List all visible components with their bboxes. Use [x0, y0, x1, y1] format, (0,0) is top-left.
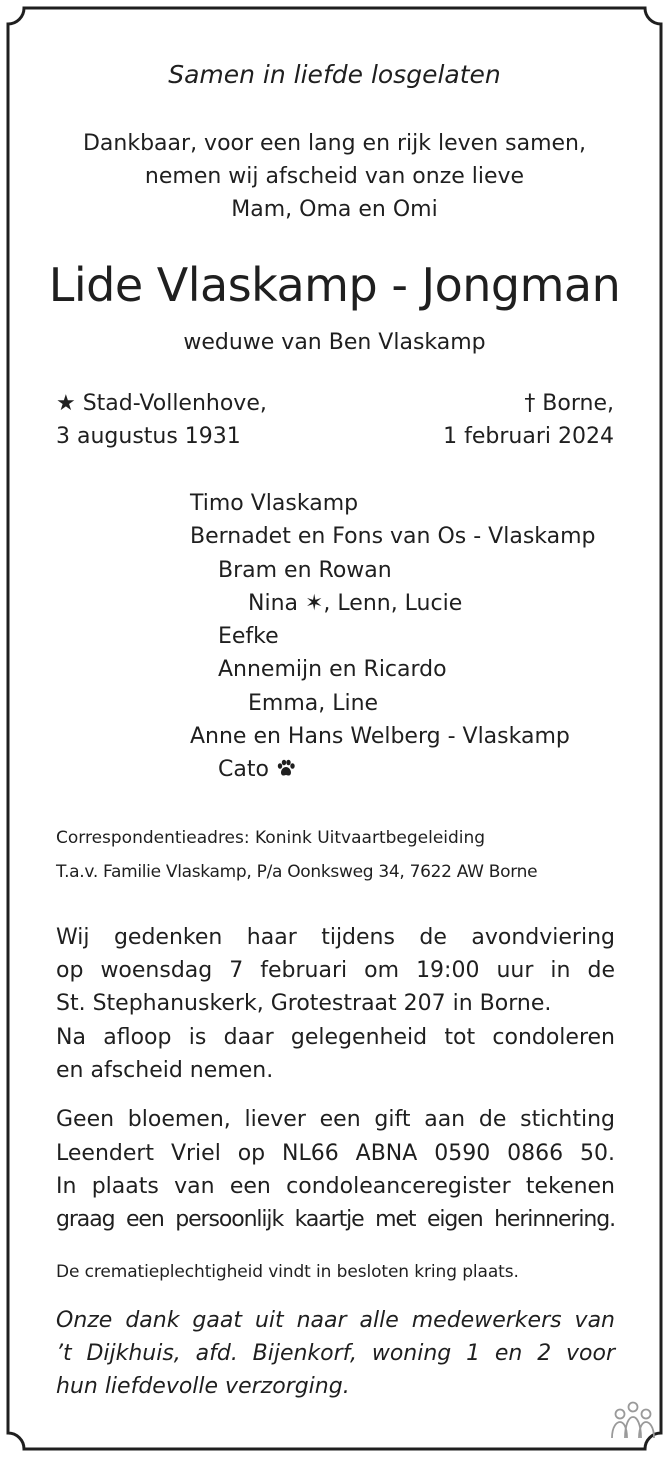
family-member: Emma, Line — [248, 691, 379, 716]
ceremony-line: Na afloop is daar gelegenheid tot condoleren — [56, 1025, 615, 1050]
people-group-logo-icon — [609, 1400, 657, 1440]
family-member: Eefke — [218, 624, 279, 649]
correspondence-line: T.a.v. Familie Vlaskamp, P/a Oonksweg 34, 7622 AW Borne — [56, 862, 538, 882]
intro-line: Mam, Oma en Omi — [231, 197, 438, 222]
donation-line: Geen bloemen, liever een gift aan de stichting — [56, 1107, 615, 1132]
family-member: Cato — [218, 757, 269, 782]
deceased-name: Lide Vlaskamp - Jongman — [48, 258, 621, 312]
family-member: Nina ✶, Lenn, Lucie — [248, 591, 463, 616]
motto: Samen in liefde losgelaten — [168, 60, 501, 89]
family-member: Bernadet en Fons van Os - Vlaskamp — [190, 524, 596, 549]
family-member: Anne en Hans Welberg - Vlaskamp — [190, 724, 570, 749]
donation-line: Leendert Vriel op NL66 ABNA 0590 0866 50. — [56, 1141, 615, 1166]
family-member: Annemijn en Ricardo — [218, 657, 447, 682]
family-member: Bram en Rowan — [218, 558, 392, 583]
paw-icon — [276, 758, 296, 778]
birth-date: 3 augustus 1931 — [56, 424, 241, 449]
donation-line: In plaats van een condoleanceregister tekenen — [56, 1174, 615, 1199]
deceased-subtitle: weduwe van Ben Vlaskamp — [183, 330, 486, 355]
donation-line: graag een persoonlijk kaartje met eigen herinnering. — [56, 1207, 615, 1232]
family-member-pet — [218, 757, 296, 782]
intro-line: Dankbaar, voor een lang en rijk leven samen, — [82, 131, 586, 156]
ceremony-line: op woensdag 7 februari om 19:00 uur in de — [56, 958, 615, 983]
cremation-note: De crematieplechtigheid vindt in besloten kring plaats. — [56, 1262, 519, 1282]
family-member: Timo Vlaskamp — [190, 491, 359, 516]
thanks-line: Onze dank gaat uit naar alle medewerkers van — [56, 1308, 615, 1333]
birth-place: ★ Stad-Vollenhove, — [56, 391, 267, 416]
intro-line: nemen wij afscheid van onze lieve — [144, 164, 525, 189]
correspondence-line: Correspondentieadres: Konink Uitvaartbegeleiding — [56, 828, 486, 848]
ceremony-line: St. Stephanuskerk, Grotestraat 207 in Borne. — [56, 991, 552, 1016]
death-place: † Borne, — [524, 391, 614, 416]
death-date: 1 februari 2024 — [443, 424, 614, 449]
thanks-line: ’t Dijkhuis, afd. Bijenkorf, woning 1 en 2 voor — [56, 1341, 615, 1366]
thanks-line: hun liefdevolle verzorging. — [56, 1374, 350, 1399]
ceremony-line: en afscheid nemen. — [56, 1058, 274, 1083]
ceremony-line: Wij gedenken haar tijdens de avondviering — [56, 925, 615, 950]
